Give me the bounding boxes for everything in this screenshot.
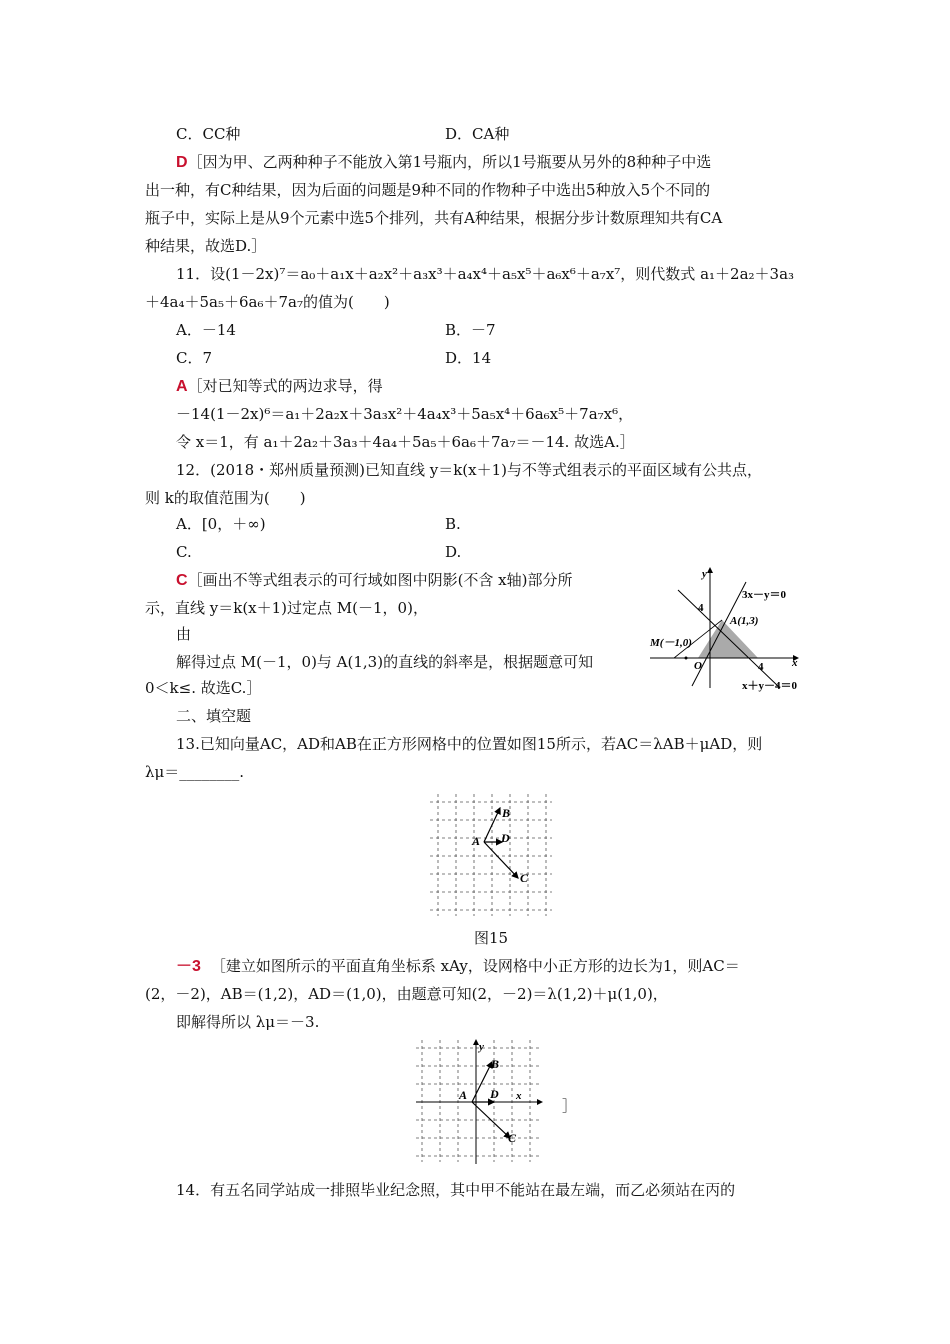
label-a: A (472, 834, 481, 848)
point-a-label: A(1,3) (730, 615, 759, 627)
x-axis-label-2: x (516, 1090, 522, 1102)
q10-answer: D (176, 154, 188, 171)
q13-explanation-2: (2，－2)，AB＝(1,2)，AD＝(1,0)，由题意可知(2，－2)＝λ(1,2)＋μ(1,0)， (145, 985, 668, 1003)
coordinate-grid-figure (412, 1036, 548, 1166)
grid-lines (430, 794, 552, 916)
grid-lines-2 (416, 1040, 542, 1162)
q13-stem-1: 13.已知向量AC，AD和AB在正方形网格中的位置如图15所示，若AC＝λAB＋μAD，则 (176, 735, 763, 753)
q11-explanation-3: 令 x＝1，有 a₁＋2a₂＋3a₃＋4a₄＋5a₅＋6a₆＋7a₇＝－14. 故选A.］ (176, 433, 635, 451)
q11-explanation-1: A［对已知等式的两边求导，得 (176, 377, 383, 395)
label-d-2: D (490, 1087, 499, 1101)
q13-explanation-3: 即解得所以 λμ＝－3. (176, 1013, 320, 1031)
q11-option-a: A．－14 (176, 321, 236, 339)
q10-explanation-3: 瓶子中，实际上是从9个元素中选5个排列，共有A种结果，根据分步计数原理知共有CA (145, 209, 723, 227)
point-m-label: M(－1,0) (650, 637, 692, 649)
q12-explanation-1: C［画出不等式组表示的可行域如图中阴影(不含 x轴)部分所 (176, 571, 573, 589)
x-axis-label: x (792, 657, 798, 669)
q13-explanation-1: －3 ［建立如图所示的平面直角坐标系 xAy，设网格中小正方形的边长为1，则AC＝ (176, 957, 740, 975)
section-heading: 二、填空题 (176, 707, 252, 725)
label-a-2: A (459, 1088, 468, 1102)
q12-option-d: D. (445, 543, 462, 561)
point-m-dot (685, 657, 688, 660)
q11-option-d: D．14 (445, 349, 492, 367)
q11-stem-2: ＋4a₄＋5a₅＋6a₆＋7a₇的值为( ) (145, 293, 390, 311)
y-axis-label: y (702, 568, 707, 580)
q12-stem-2: 则 k的取值范围为( ) (145, 489, 306, 507)
line2-label: x＋y－4＝0 (742, 680, 797, 692)
label-b-2: B (491, 1057, 500, 1071)
q10-explanation-4: 种结果，故选D.］ (145, 237, 267, 255)
q13-close-bracket: ］ (562, 1097, 578, 1115)
q11-option-b: B．－7 (445, 321, 496, 339)
line1-label: 3x－y＝0 (742, 589, 786, 601)
label-d: D (501, 831, 510, 845)
label-c-2: C (508, 1131, 517, 1145)
vector-ac (484, 842, 518, 878)
origin-label: O (694, 660, 702, 672)
q12-answer: C (176, 572, 188, 589)
label-b: B (502, 806, 511, 820)
feasible-region-figure (648, 562, 808, 692)
q10-option-c: C．CC种 (176, 125, 241, 143)
q12-explanation-4: 解得过点 M(－1，0)与 A(1,3)的直线的斜率是，根据题意可知 (176, 653, 594, 671)
q12-explanation-2: 示，直线 y＝k(x＋1)过定点 M(－1，0)， (145, 599, 428, 617)
vector-grid-figure (426, 790, 556, 920)
q14-stem: 14．有五名同学站成一排照毕业纪念照，其中甲不能站在最左端，而乙必须站在丙的 (176, 1181, 736, 1199)
q12-option-b: B. (445, 515, 461, 533)
q10-option-d: D．CA种 (445, 125, 510, 143)
y-tick-4: 4 (698, 602, 704, 614)
q10-explanation-2: 出一种，有C种结果，因为后面的问题是9种不同的作物种子中选出5种放入5个不同的 (145, 181, 711, 199)
label-c: C (520, 871, 529, 885)
q11-explanation-2: －14(1－2x)⁶＝a₁＋2a₂x＋3a₃x²＋4a₄x³＋5a₅x⁴＋6a₆x⁵＋7a₇x⁶， (176, 405, 634, 423)
q11-answer: A (176, 378, 188, 395)
q11-option-c: C．7 (176, 349, 213, 367)
vector-ab-2 (472, 1062, 492, 1102)
q12-explanation-3: 由 (176, 625, 192, 643)
q12-option-c: C. (176, 543, 192, 561)
q10-explanation-1: D［因为甲、乙两种种子不能放入第1号瓶内，所以1号瓶要从另外的8种种子中选 (176, 153, 712, 171)
x-tick-4: 4 (758, 661, 764, 673)
line-x-plus-y (678, 590, 780, 688)
q13-answer: －3 (176, 958, 201, 975)
y-axis-label-2: y (479, 1041, 484, 1053)
q13-stem-2: λμ＝________. (145, 763, 245, 781)
q12-stem-1: 12．(2018・郑州质量预测)已知直线 y＝k(x＋1)与不等式组表示的平面区域有公共点， (176, 461, 763, 479)
q12-option-a: A．[0，＋∞) (176, 515, 266, 533)
figure-15-caption: 图15 (474, 929, 509, 947)
q12-explanation-5: 0＜k≤. 故选C.］ (145, 679, 262, 697)
q11-stem-1: 11．设(1－2x)⁷＝a₀＋a₁x＋a₂x²＋a₃x³＋a₄x⁴＋a₅x⁵＋a₆x⁶＋a₇x⁷，则代数式 a₁＋2a₂＋3a₃ (176, 265, 795, 283)
